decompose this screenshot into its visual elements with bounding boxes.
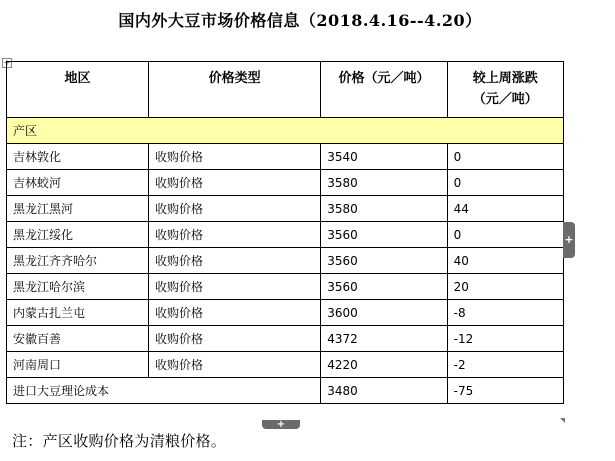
table-header-row xyxy=(7,62,564,118)
region-cell: 黑龙江绥化 xyxy=(7,222,149,248)
table-row xyxy=(7,196,564,222)
change-cell: 20 xyxy=(447,274,563,300)
header-price: 价格（元／吨） xyxy=(321,62,447,118)
header-weekly-change-label: 较上周涨跌（元／吨） xyxy=(472,71,538,107)
change-cell: -12 xyxy=(447,326,563,352)
footnote: 注：产区收购价格为清粮价格。 xyxy=(12,432,227,450)
price-type-cell: 收购价格 xyxy=(149,326,321,352)
price-cell: 3560 xyxy=(321,274,447,300)
region-cell: 河南周口 xyxy=(7,352,149,378)
header-region: 地区 xyxy=(7,62,149,118)
price-type-cell: 收购价格 xyxy=(149,274,321,300)
price-cell: 3540 xyxy=(321,144,447,170)
table-row xyxy=(7,352,564,378)
price-cell: 4372 xyxy=(321,326,447,352)
change-cell: 0 xyxy=(447,222,563,248)
price-type-cell: 收购价格 xyxy=(149,300,321,326)
add-column-handle-icon[interactable]: + xyxy=(563,222,575,258)
resize-grip-icon[interactable] xyxy=(560,418,565,423)
section-row xyxy=(7,118,564,144)
change-cell: 40 xyxy=(447,248,563,274)
table-row xyxy=(7,170,564,196)
price-table xyxy=(6,61,564,404)
region-cell: 吉林蛟河 xyxy=(7,170,149,196)
region-cell: 黑龙江黑河 xyxy=(7,196,149,222)
price-type-cell: 收购价格 xyxy=(149,196,321,222)
price-cell: 3580 xyxy=(321,196,447,222)
import-cost-price: 3480 xyxy=(321,378,447,404)
region-cell: 吉林敦化 xyxy=(7,144,149,170)
change-cell: -2 xyxy=(447,352,563,378)
price-cell: 3600 xyxy=(321,300,447,326)
table-row xyxy=(7,144,564,170)
price-type-cell: 收购价格 xyxy=(149,170,321,196)
page-title: 国内外大豆市场价格信息（2018.4.16--4.20） xyxy=(118,11,482,30)
region-cell: 内蒙古扎兰屯 xyxy=(7,300,149,326)
import-cost-row xyxy=(7,378,564,404)
price-type-cell: 收购价格 xyxy=(149,222,321,248)
price-cell: 3560 xyxy=(321,222,447,248)
section-label: 产区 xyxy=(7,118,564,144)
region-cell: 黑龙江哈尔滨 xyxy=(7,274,149,300)
region-cell: 安徽百善 xyxy=(7,326,149,352)
add-row-handle-icon[interactable]: + xyxy=(262,420,300,429)
change-cell: 44 xyxy=(447,196,563,222)
price-type-cell: 收购价格 xyxy=(149,144,321,170)
price-cell: 4220 xyxy=(321,352,447,378)
import-cost-label: 进口大豆理论成本 xyxy=(7,378,321,404)
header-weekly-change xyxy=(447,62,563,118)
change-cell: 0 xyxy=(447,170,563,196)
price-type-cell: 收购价格 xyxy=(149,248,321,274)
region-cell: 黑龙江齐齐哈尔 xyxy=(7,248,149,274)
table-move-icon[interactable]: + xyxy=(3,58,11,67)
table-row xyxy=(7,248,564,274)
price-cell: 3560 xyxy=(321,248,447,274)
change-cell: -8 xyxy=(447,300,563,326)
table-row xyxy=(7,274,564,300)
change-cell: 0 xyxy=(447,144,563,170)
import-cost-change: -75 xyxy=(447,378,563,404)
table-row xyxy=(7,326,564,352)
header-price-type: 价格类型 xyxy=(149,62,321,118)
price-cell: 3580 xyxy=(321,170,447,196)
table-row xyxy=(7,222,564,248)
price-type-cell: 收购价格 xyxy=(149,352,321,378)
table-row xyxy=(7,300,564,326)
